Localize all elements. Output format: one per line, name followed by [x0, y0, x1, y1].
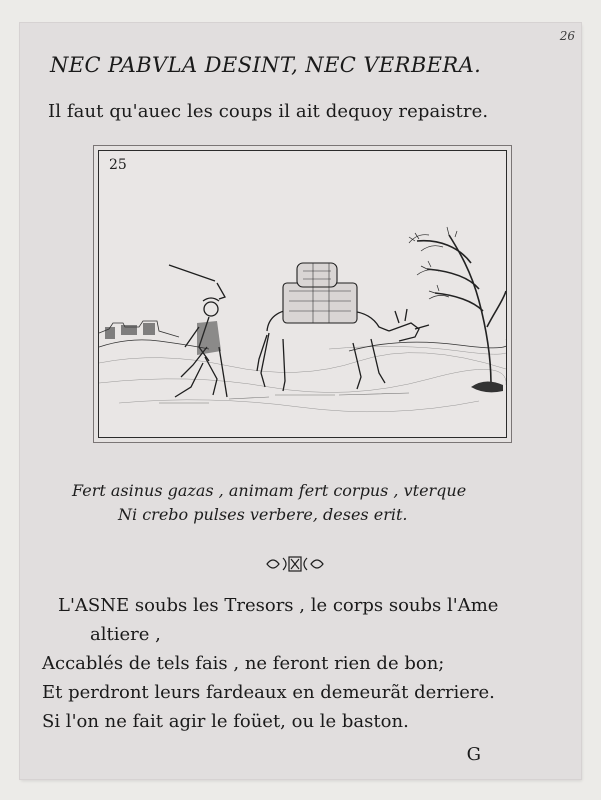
engraving-illustration [99, 151, 506, 437]
french-verse [42, 591, 562, 736]
verse-line-4: Et perdront leurs fardeaux en demeurãt derriere. [42, 682, 495, 703]
printed-page [20, 23, 581, 779]
engraving-plate [93, 145, 512, 443]
latin-line-2: Ni crebo pulses verbere, deses erit. [118, 505, 408, 524]
verse-line-1: L'ASNE soubs les Tresors , le corps soubs l'Ame [58, 595, 499, 616]
catchword: G [466, 744, 481, 765]
page-number: 26 [559, 29, 575, 43]
engraving-frame [98, 150, 507, 438]
latin-line-1: Fert asinus gazas , animam fert corpus , vterque [72, 481, 467, 500]
page-title-motto: NEC PABVLA DESINT, NEC VERBERA. [50, 53, 482, 77]
verse-line-3: Accablés de tels fais , ne feront rien de bon; [42, 653, 445, 674]
latin-couplet [72, 479, 552, 527]
fleuron-ornament-icon [263, 553, 327, 575]
verse-line-2: altiere , [90, 624, 161, 645]
plate-number: 25 [109, 157, 127, 173]
french-subtitle: Il faut qu'auec les coups il ait dequoy repaistre. [48, 101, 489, 122]
verse-line-5: Si l'on ne fait agir le foüet, ou le baston. [42, 711, 409, 732]
